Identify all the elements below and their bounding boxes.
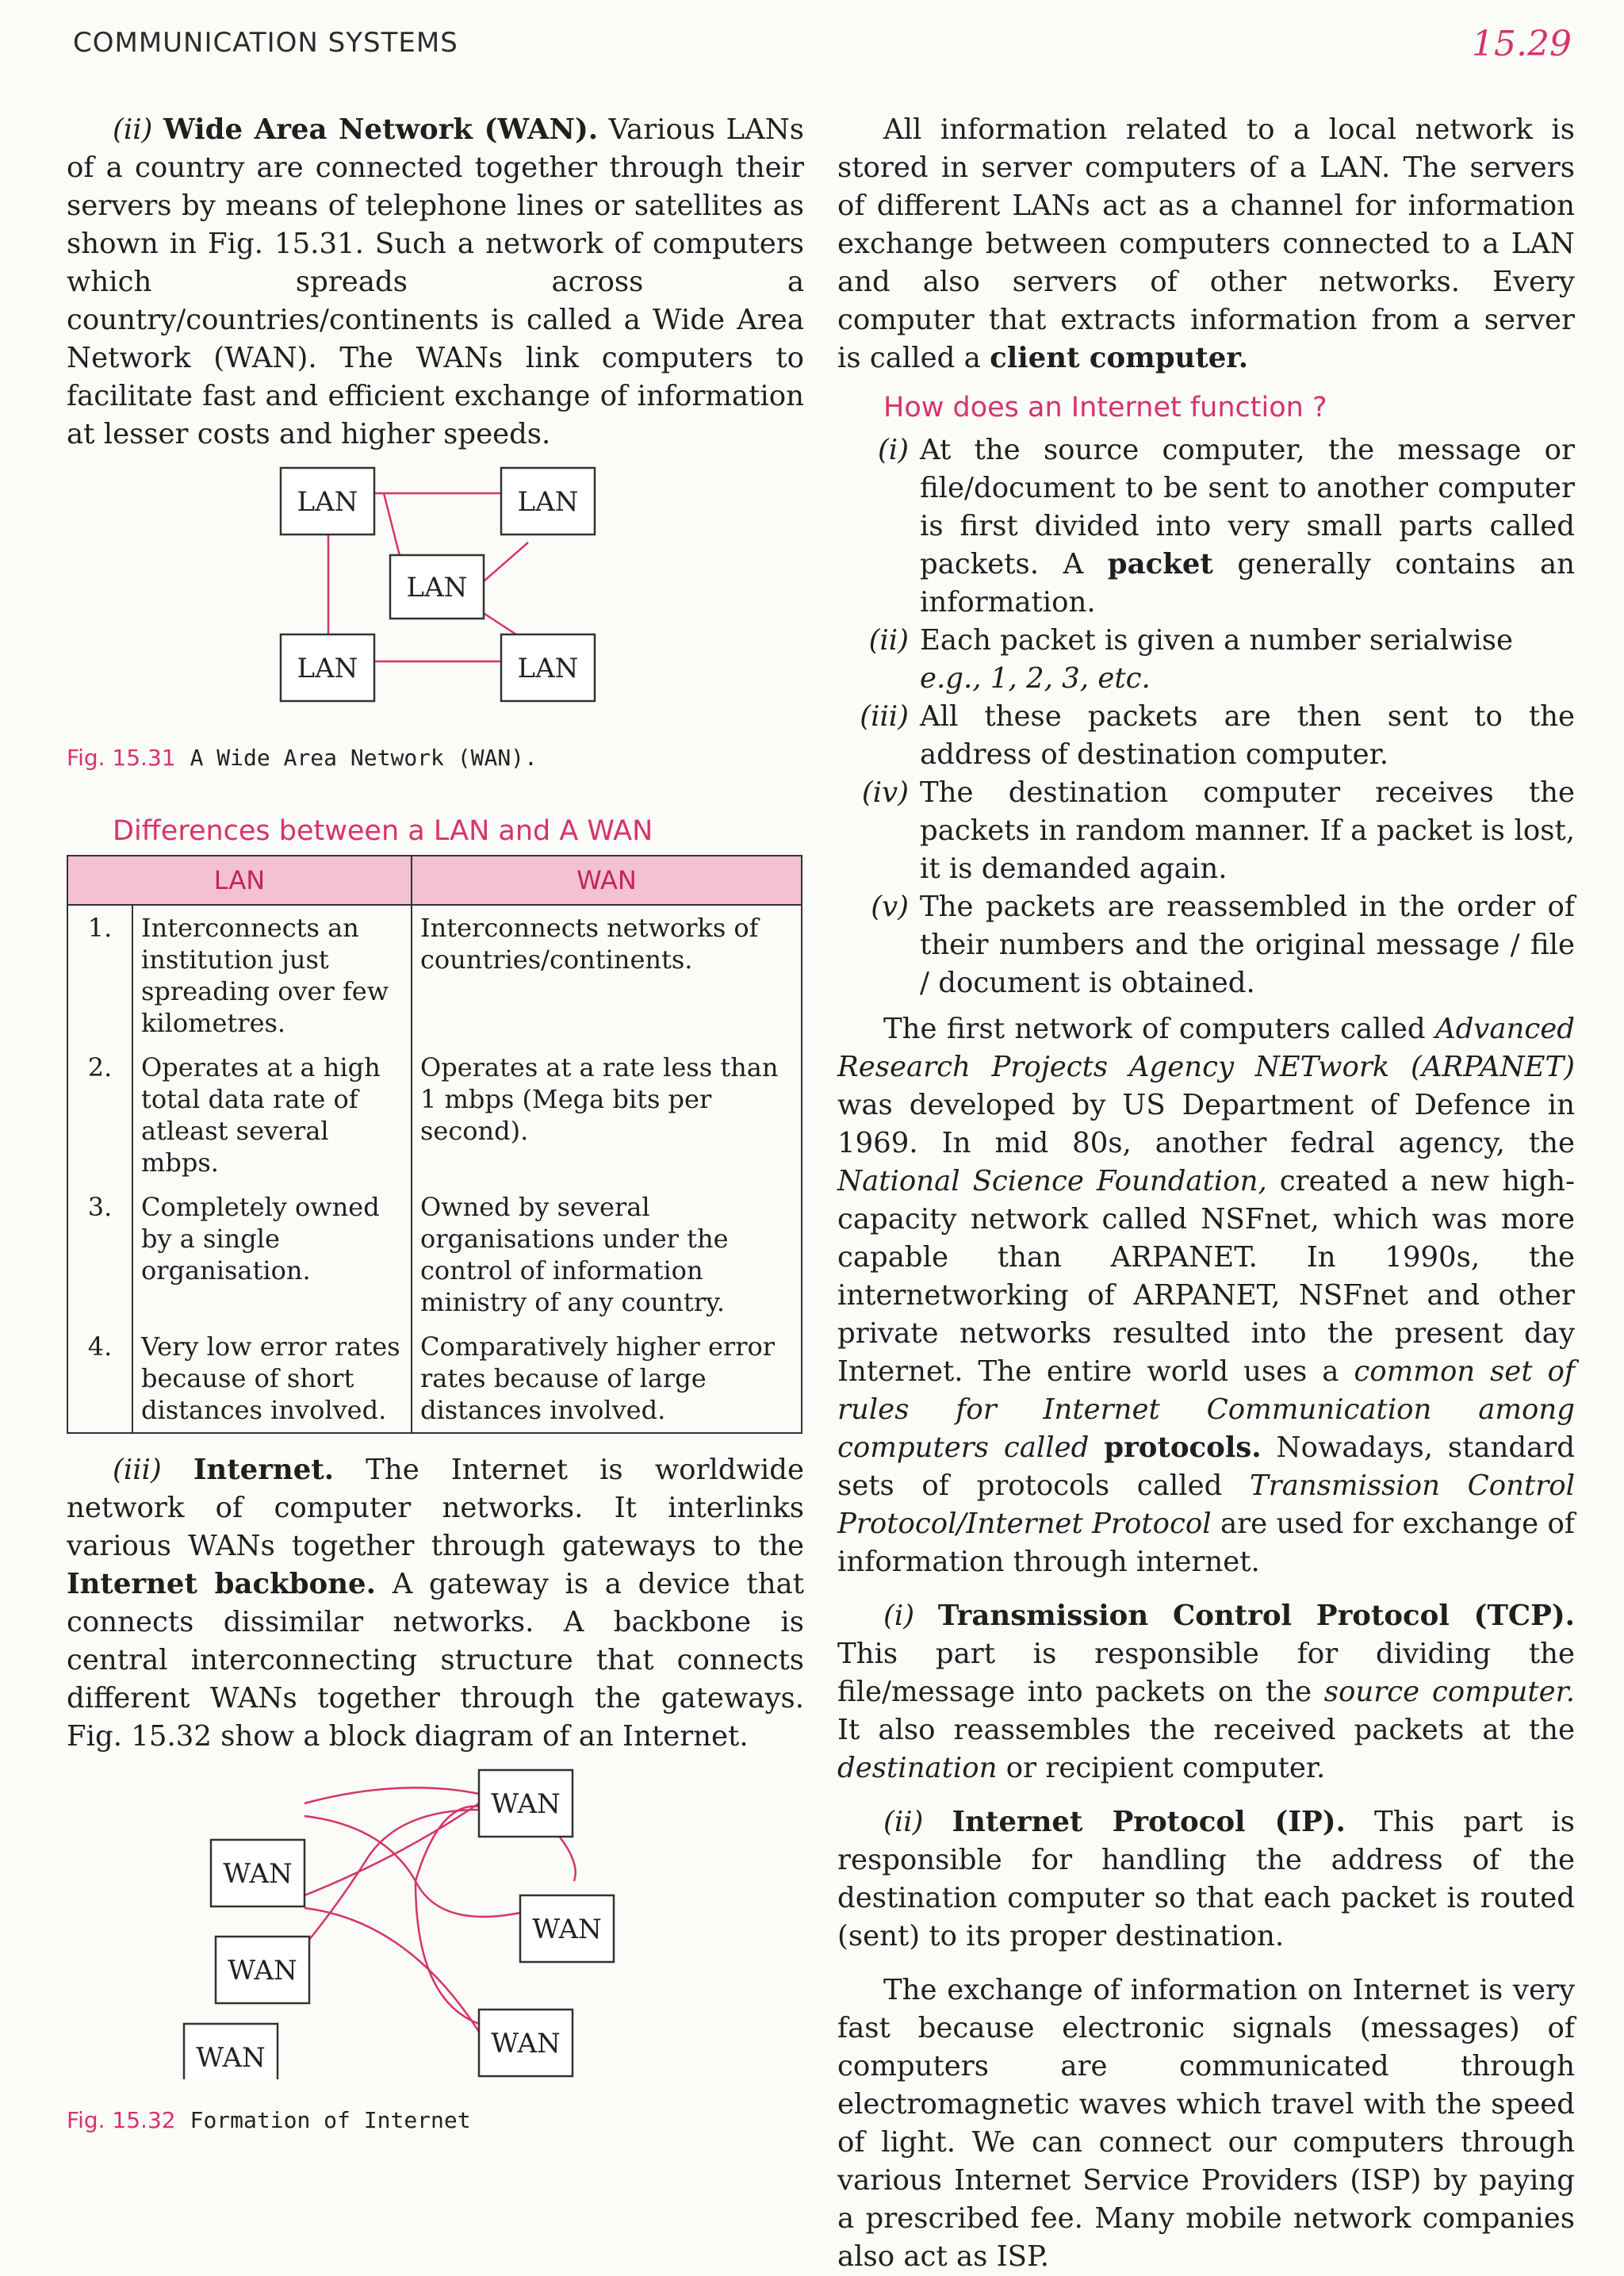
arpanet-text: The first network of computers called: [883, 1013, 1426, 1045]
internet-title: Internet.: [193, 1454, 335, 1486]
tcp-paragraph: [837, 1597, 1575, 1787]
fig-number: Fig. 15.32: [67, 2107, 176, 2133]
ip-number: (ii): [883, 1806, 924, 1838]
internet-text: The Internet is worldwide network of computer networks. It interlinks various WANs together through gateways to the: [67, 1454, 804, 1562]
lan-label: LAN: [297, 486, 358, 518]
lan-label: LAN: [406, 572, 468, 603]
lan-label: LAN: [517, 486, 579, 518]
row-number: 2.: [67, 1045, 132, 1185]
wan-cell: Interconnects networks of countries/continents.: [412, 905, 802, 1045]
servers-paragraph: [837, 111, 1575, 377]
lan-cell: Completely owned by a single organisation.: [132, 1185, 412, 1324]
wan-cell: Operates at a rate less than 1 mbps (Mega bits per second).: [412, 1045, 802, 1185]
page-number: 15.29: [1472, 24, 1572, 64]
destination-term: destination: [837, 1752, 998, 1784]
source-computer-term: source computer.: [1323, 1676, 1575, 1708]
wan-text: Various LANs of a country are connected together through their servers by means of telephone lines or satellites as shown in Fig. 15.31. Such a network of computers which spreads across a country/countries/continents is called a Wide Area Network (WAN). The WANs link computers to facilitate fast and efficient exchange of information at lesser costs and higher speeds.: [67, 113, 804, 450]
internet-paragraph: [67, 1451, 804, 1756]
table-row: [67, 1185, 802, 1324]
arpanet-text-2: was developed by US Department of Defence in 1969. In mid 80s, another fedral agency, the: [837, 1089, 1575, 1159]
table-row: [67, 1045, 802, 1185]
ip-text: This part is responsible for handling the address of the destination computer so that each packet is routed (sent) to its proper destination.: [837, 1806, 1575, 1952]
list-marker: (iii): [860, 700, 909, 733]
nsf-name: National Science Foundation,: [837, 1165, 1267, 1197]
step-text: Each packet is given a number serialwise: [920, 624, 1513, 657]
internet-backbone-term: Internet backbone.: [67, 1568, 376, 1600]
internet-text-2: A gateway is a device that connects dissimilar networks. A backbone is central interconnecting structure that connects different WANs together through the gateways. Fig. 15.32 show a block diagram of an Internet.: [67, 1568, 804, 1753]
lan-cell: Very low error rates because of short distances involved.: [132, 1324, 412, 1433]
left-column: [67, 111, 804, 2140]
arpanet-name: Advanced Research Projects Agency NETwork (ARPANET): [837, 1013, 1575, 1083]
list-marker: (i): [877, 434, 909, 466]
tcp-number: (i): [883, 1600, 915, 1632]
tcp-text-2: It also reassembles the received packets at the: [837, 1714, 1575, 1746]
wan-title: Wide Area Network (WAN).: [163, 113, 599, 146]
lan-cell: Interconnects an institution just spreading over few kilometres.: [132, 905, 412, 1045]
tcp-ip-name: Transmission Control Protocol/Internet Protocol: [837, 1469, 1575, 1540]
list-item: [837, 622, 1575, 698]
arpanet-text-5: are used for exchange of information through internet.: [837, 1508, 1575, 1578]
list-item: [837, 698, 1575, 774]
lan-label: LAN: [517, 653, 579, 684]
lan-cell: Operates at a high total data rate of atleast several mbps.: [132, 1045, 412, 1185]
table-header-lan: LAN: [67, 856, 412, 905]
step-text: The packets are reassembled in the order of their numbers and the original message / file / document is obtained.: [920, 891, 1575, 999]
right-column: [837, 111, 1575, 2276]
lan-label: LAN: [297, 653, 358, 684]
table-row: [67, 905, 802, 1045]
wan-cell: Owned by several organisations under the control of information ministry of any country.: [412, 1185, 802, 1324]
tcp-text-3: or recipient computer.: [1005, 1752, 1326, 1784]
table-header-wan: WAN: [412, 856, 802, 905]
step-text-end: generally contains an information.: [920, 548, 1575, 619]
how-internet-heading: How does an Internet function ?: [883, 392, 1327, 423]
tcp-text: This part is responsible for dividing the file/message into packets on the: [837, 1638, 1575, 1708]
arpanet-text-4: Nowadays, standard sets of protocols called: [837, 1431, 1575, 1502]
step-example: e.g., 1, 2, 3, etc.: [920, 662, 1151, 695]
fig-caption-text: Formation of Internet: [190, 2107, 471, 2133]
list-item: [837, 774, 1575, 888]
fig-15-32-diagram: [67, 1762, 804, 2079]
ip-paragraph: [837, 1803, 1575, 1956]
fig-15-31-diagram: [67, 454, 804, 771]
row-number: 3.: [67, 1185, 132, 1324]
list-item: [837, 431, 1575, 622]
row-number: 4.: [67, 1324, 132, 1433]
wan-cell: Comparatively higher error rates because of large distances involved.: [412, 1324, 802, 1433]
tcp-title: Transmission Control Protocol (TCP).: [937, 1600, 1575, 1632]
list-marker: (iv): [861, 776, 909, 809]
wan-label: WAN: [196, 2042, 266, 2074]
wan-label: WAN: [228, 1955, 297, 1987]
arpanet-paragraph: [837, 1010, 1575, 1581]
arpanet-text-3: created a new high-capacity network called NSFnet, which was more capable than ARPANET. In 1990s, the internetworking of ARPANET, NSFnet and other private networks resulted into the present day Internet. The entire world uses a: [837, 1165, 1575, 1388]
rules-phrase: common set of rules for Internet Communication among computers called: [837, 1355, 1576, 1464]
packet-term: packet: [1107, 548, 1213, 580]
wan-label: WAN: [491, 2028, 561, 2060]
wan-label: WAN: [491, 1788, 561, 1820]
list-marker: (ii): [868, 624, 909, 657]
wan-label: WAN: [532, 1914, 602, 1945]
list-item: [837, 888, 1575, 1002]
exchange-paragraph: The exchange of information on Internet is very fast because electronic signals (messages) of computers are communicated through electromagnetic waves which travel with the speed of light. We can connect our computers through various Internet Service Providers (ISP) by paying a prescribed fee. Many mobile network companies also act as ISP.: [837, 1974, 1575, 2273]
row-number: 1.: [67, 905, 132, 1045]
chapter-title: COMMUNICATION SYSTEMS: [73, 27, 458, 59]
step-text: At the source computer, the message or file/document to be sent to another computer is first divided into very small parts called packets. A: [920, 434, 1575, 580]
differences-heading: Differences between a LAN and A WAN: [113, 815, 653, 847]
fig-caption-text: A Wide Area Network (WAN).: [190, 745, 538, 771]
wan-number: (ii): [113, 113, 153, 146]
list-marker: (v): [871, 891, 909, 923]
lan-wan-table: [67, 855, 802, 1434]
internet-number: (iii): [113, 1454, 162, 1486]
fig-number: Fig. 15.31: [67, 745, 176, 771]
protocols-term: protocols.: [1104, 1431, 1262, 1464]
step-text: The destination computer receives the packets in random manner. If a packet is lost, it is demanded again.: [920, 776, 1575, 885]
client-computer-term: client computer.: [990, 342, 1249, 374]
servers-text: All information related to a local network is stored in server computers of a LAN. The servers of different LANs act as a channel for information exchange between computers connected to a LAN and also servers of other networks. Every computer that extracts information from a server is called a: [837, 113, 1575, 374]
fig-15-32-caption: [67, 2102, 804, 2140]
ip-title: Internet Protocol (IP).: [952, 1806, 1346, 1838]
step-text: All these packets are then sent to the address of destination computer.: [920, 700, 1575, 771]
wan-paragraph: [67, 111, 804, 454]
wan-label: WAN: [223, 1858, 293, 1890]
table-row: [67, 1324, 802, 1433]
